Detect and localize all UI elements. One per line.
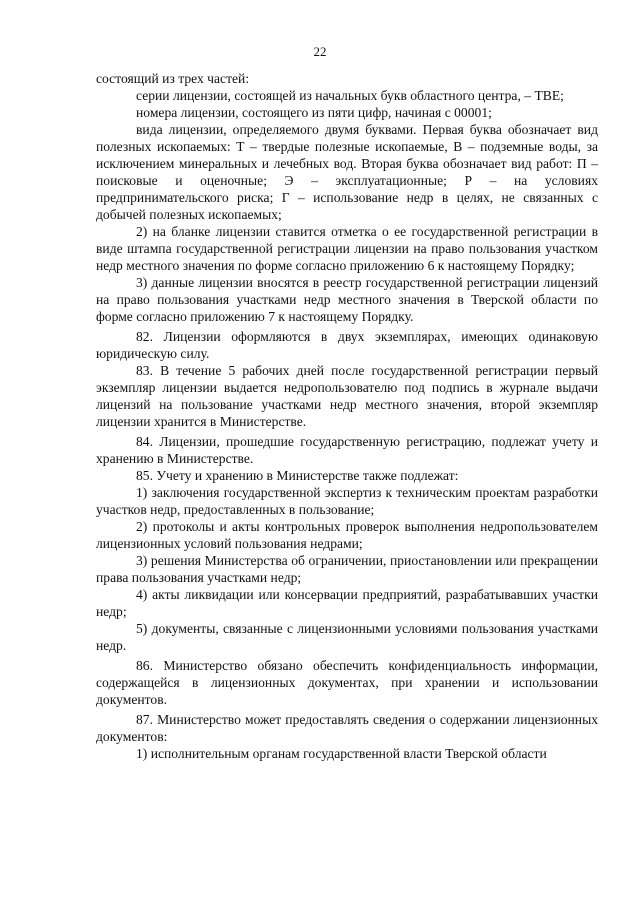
- paragraph-85-item-1: 1) заключения государственной экспертиз к техническим проектам разработки участков недр, предоставленных в пользование;: [96, 485, 598, 517]
- paragraph-type: вида лицензии, определяемого двумя буквами. Первая буква обозначает вид полезных ископаемых: Т – твердые полезные ископаемые, В – подземные воды, за исключением минеральных и лечебных вод. Вторая буква обозначает вид работ: П – поисковые и оценочные; Э – эксплуатационные; Р – на условиях предпринимательского риска; Г – использование недр в целях, не связанных с добычей полезных ископаемых;: [96, 122, 598, 222]
- page-number: 22: [313, 44, 327, 59]
- paragraph-85-item-4: 4) акты ликвидации или консервации предприятий, разрабатывавших участки недр;: [96, 587, 598, 619]
- paragraph-86: 86. Министерство обязано обеспечить конфиденциальность информации, содержащейся в лицензионных документах, при хранении и использовании документов.: [96, 658, 598, 707]
- paragraph-87: 87. Министерство может предоставлять сведения о содержании лицензионных документов:: [96, 712, 598, 744]
- paragraph-85-item-5: 5) документы, связанные с лицензионными условиями пользования участками недр.: [96, 621, 598, 653]
- paragraph-87-item-1: 1) исполнительным органам государственной власти Тверской области: [136, 746, 547, 761]
- paragraph-83: 83. В течение 5 рабочих дней после государственной регистрации первый экземпляр лицензии выдается недропользователю под подпись в журнале выдачи лицензий на пользование участками недр местного значения, второй экземпляр лицензии хранится в Министерстве.: [96, 363, 598, 429]
- paragraph-82: 82. Лицензии оформляются в двух экземплярах, имеющих одинаковую юридическую силу.: [96, 329, 598, 361]
- paragraph-84: 84. Лицензии, прошедшие государственную регистрацию, подлежат учету и хранению в Министерстве.: [96, 434, 598, 466]
- paragraph-item-3-register: 3) данные лицензии вносятся в реестр государственной регистрации лицензий на право пользования участками недр местного значения в Тверской области по форме согласно приложению 7 к настоящему Порядку.: [96, 275, 598, 324]
- paragraph-85-item-3: 3) решения Министерства об ограничении, приостановлении или прекращении права пользования участками недр;: [96, 553, 598, 585]
- paragraph-item-2-stamp: 2) на бланке лицензии ставится отметка о ее государственной регистрации в виде штампа государственной регистрации лицензии на право пользования участком недр местного значения по форме согласно приложению 6 к настоящему Порядку;: [96, 224, 598, 273]
- paragraph-intro: состоящий из трех частей:: [96, 71, 250, 86]
- document-body: [96, 70, 598, 762]
- paragraph-series: серии лицензии, состоящей из начальных букв областного центра, – ТВЕ;: [136, 88, 564, 103]
- paragraph-number: номера лицензии, состоящего из пяти цифр, начиная с 00001;: [136, 105, 492, 120]
- paragraph-85: 85. Учету и хранению в Министерстве также подлежат:: [136, 468, 459, 483]
- paragraph-85-item-2: 2) протоколы и акты контрольных проверок выполнения недропользователем лицензионных условий пользования недрами;: [96, 519, 598, 551]
